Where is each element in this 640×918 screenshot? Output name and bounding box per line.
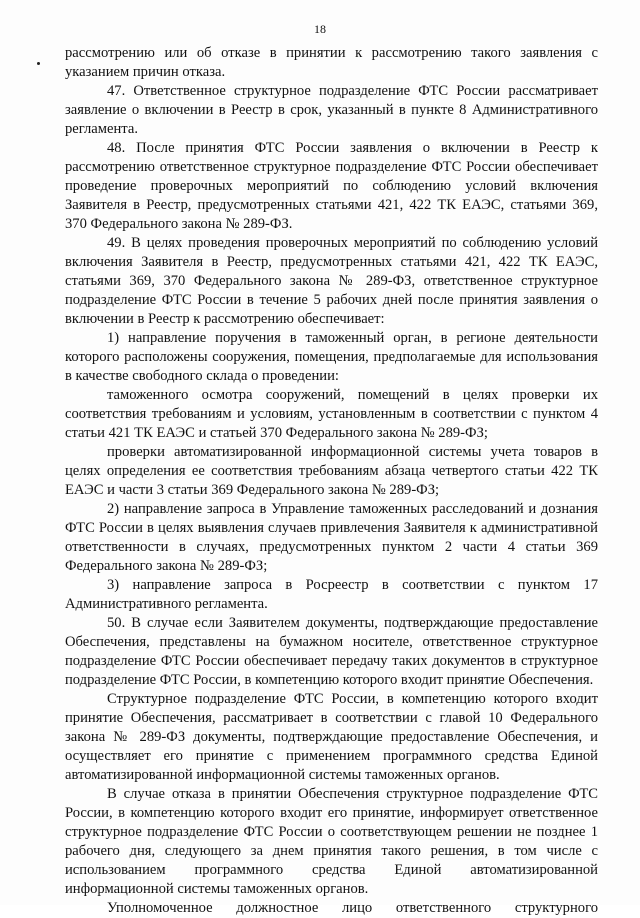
paragraph-49-item-2: 2) направление запроса в Управление таможенных расследований и дознания ФТС России в целях выявления случаев привлечения Заявителя к административной ответственности в случаях, предусмотренных пунктом 2 части 4 статьи 369 Федерального закона № 289-ФЗ; bbox=[65, 501, 598, 574]
paragraph-49-item-3: 3) направление запроса в Росреестр в соответствии с пунктом 17 Административного регламента. bbox=[65, 577, 598, 612]
document-body bbox=[65, 44, 598, 918]
paragraph-50-part-2: Структурное подразделение ФТС России, в компетенцию которого входит принятие Обеспечения, рассматривает в соответствии с главой 10 Федерального закона № 289-ФЗ документы, подтверждающие предоставление Обеспечения, и осуществляет его принятие с применением программного средства Единой автоматизированной информационной системы таможенных органов. bbox=[65, 691, 598, 783]
paragraph-49: 49. В целях проведения проверочных мероприятий по соблюдению условий включения Заявителя в Реестр, предусмотренных статьями 421, 422 ТК ЕАЭС, статьями 369, 370 Федерального закона № 289-ФЗ, ответственное структурное подразделение ФТС России в течение 5 рабочих дней после принятия заявления о включении в Реестр к рассмотрению обеспечивает: bbox=[65, 235, 598, 327]
paragraph-continuation: рассмотрению или об отказе в принятии к рассмотрению такого заявления с указанием причин отказа. bbox=[65, 45, 598, 80]
paragraph-49-item-1-subitem-b: проверки автоматизированной информационной системы учета товаров в целях определения ее соответствия требованиям абзаца четвертого статьи 422 ТК ЕАЭС и части 3 статьи 369 Федерального закона № 289-ФЗ; bbox=[65, 444, 598, 498]
paragraph-50-part-3: В случае отказа в принятии Обеспечения структурное подразделение ФТС России, в компетенцию которого входит его принятие, информирует ответственное структурное подразделение ФТС России о соответствующем решении не позднее 1 рабочего дня, следующего за днем принятия такого решения, в том числе с использованием программного средства Единой автоматизированной информационной системы таможенных органов. bbox=[65, 786, 598, 897]
margin-dot-mark bbox=[37, 62, 40, 65]
paragraph-trailing: Уполномоченное должностное лицо ответственного структурного bbox=[107, 900, 598, 916]
paragraph-48: 48. После принятия ФТС России заявления о включении в Реестр к рассмотрению ответственное структурное подразделение ФТС России обеспечивает проведение проверочных мероприятий по соблюдению условий включения Заявителя в Реестр, предусмотренных статьями 421, 422 ТК ЕАЭС, статьями 369, 370 Федерального закона № 289-ФЗ. bbox=[65, 140, 598, 232]
paragraph-47: 47. Ответственное структурное подразделение ФТС России рассматривает заявление о включении в Реестр в срок, указанный в пункте 8 Административного регламента. bbox=[65, 83, 598, 137]
paragraph-49-item-1: 1) направление поручения в таможенный орган, в регионе деятельности которого расположены сооружения, помещения, предполагаемые для использования в качестве свободного склада о проведении: bbox=[65, 330, 598, 384]
paragraph-49-item-1-subitem-a: таможенного осмотра сооружений, помещений в целях проверки их соответствия требованиям и условиям, установленным в соответствии с пунктом 4 статьи 421 ТК ЕАЭС и статьей 370 Федерального закона № 289-ФЗ; bbox=[65, 387, 598, 441]
page-number: 18 bbox=[314, 22, 326, 36]
paragraph-50: 50. В случае если Заявителем документы, подтверждающие предоставление Обеспечения, представлены на бумажном носителе, ответственное структурное подразделение ФТС России обеспечивает передачу таких документов в структурное подразделение ФТС России, в компетенцию которого входит принятие Обеспечения. bbox=[65, 615, 598, 688]
